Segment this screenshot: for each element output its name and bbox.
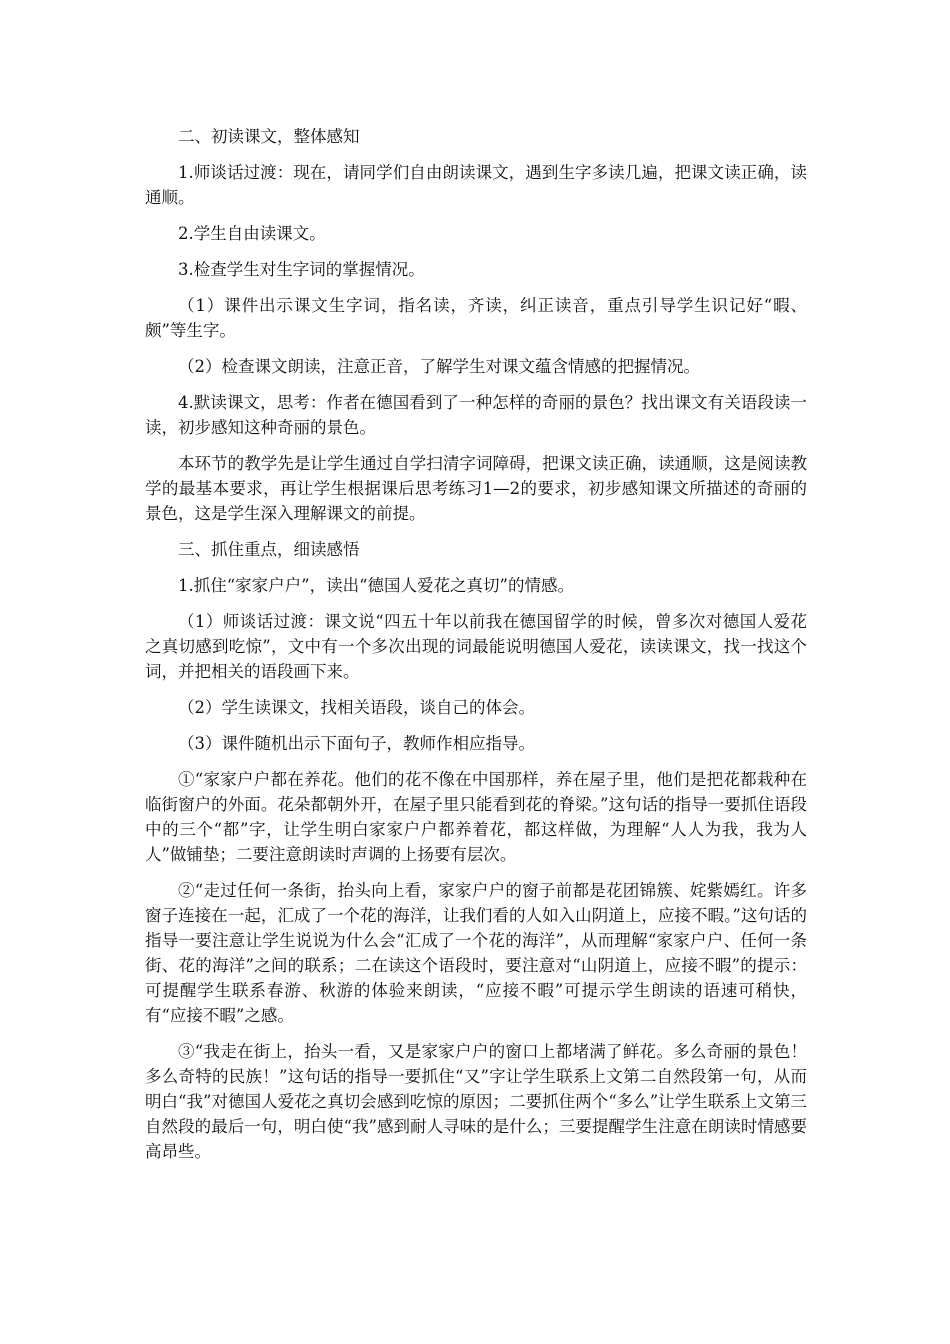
paragraph: （1）师谈话过渡：课文说“四五十年以前我在德国留学的时候，曾多次对德国人爱花之真切感到吃惊”，文中有一个多次出现的词最能说明德国人爱花，读读课文，找一找这个词，并把相关的语段画下来。 xyxy=(145,612,807,681)
paragraph: 2.学生自由读课文。 xyxy=(178,224,326,243)
section-heading: 二、初读课文，整体感知 xyxy=(178,127,360,146)
paragraph: （1）课件出示课文生字词，指名读，齐读，纠正读音，重点引导学生识记好“暇、颇”等生字。 xyxy=(145,296,807,340)
paragraph: 1.抓住“家家户户”，读出“德国人爱花之真切”的情感。 xyxy=(178,576,574,595)
paragraph: ②“走过任何一条街，抬头向上看，家家户户的窗子前都是花团锦簇、姹紫嫣红。许多窗子连接在一起，汇成了一个花的海洋，让我们看的人如入山阴道上，应接不暇。”这句话的指导一要注意让学生说说为什么会“汇成了一个花的海洋”，从而理解“家家户户、任何一条街、花的海洋”之间的联系；二在读这个语段时，要注意对“山阴道上，应接不暇”的提示：可提醒学生联系春游、秋游的体验来朗读，“应接不暇”可提示学生朗读的语速可稍快，有“应接不暇”之感。 xyxy=(145,881,807,1025)
paragraph: （3）课件随机出示下面句子，教师作相应指导。 xyxy=(178,734,535,753)
paragraph: 4.默读课文，思考：作者在德国看到了一种怎样的奇丽的景色？找出课文有关语段读一读，初步感知这种奇丽的景色。 xyxy=(145,393,807,437)
paragraph: ①“家家户户都在养花。他们的花不像在中国那样，养在屋子里，他们是把花都栽种在临街窗户的外面。花朵都朝外开，在屋子里只能看到花的脊梁。”这句话的指导一要抓住语段中的三个“都”字，让学生明白家家户户都养着花，都这样做，为理解“人人为我，我为人人”做铺垫；二要注意朗读时声调的上扬要有层次。 xyxy=(145,770,807,864)
paragraph: ③“我走在街上，抬头一看，又是家家户户的窗口上都堵满了鲜花。多么奇丽的景色！多么奇特的民族！”这句话的指导一要抓住“又”字让学生联系上文第二自然段第一句，从而明白“我”对德国人爱花之真切会感到吃惊的原因；二要抓住两个“多么”让学生联系上文第三自然段的最后一句，明白使“我”感到耐人寻味的是什么；三要提醒学生注意在朗读时情感要高昂些。 xyxy=(145,1042,807,1161)
paragraph: （2）学生读课文，找相关语段，谈自己的体会。 xyxy=(178,698,535,717)
paragraph: （2）检查课文朗读，注意正音，了解学生对课文蕴含情感的把握情况。 xyxy=(178,357,700,376)
paragraph: 本环节的教学先是让学生通过自学扫清字词障碍，把课文读正确，读通顺，这是阅读教学的最基本要求，再让学生根据课后思考练习1—2的要求，初步感知课文所描述的奇丽的景色，这是学生深入理解课文的前提。 xyxy=(145,454,807,523)
document-page xyxy=(145,124,807,1175)
paragraph: 3.检查学生对生字词的掌握情况。 xyxy=(178,260,425,279)
section-heading: 三、抓住重点，细读感悟 xyxy=(178,540,360,559)
paragraph: 1.师谈话过渡：现在，请同学们自由朗读课文，遇到生字多读几遍，把课文读正确，读通顺。 xyxy=(145,163,807,207)
